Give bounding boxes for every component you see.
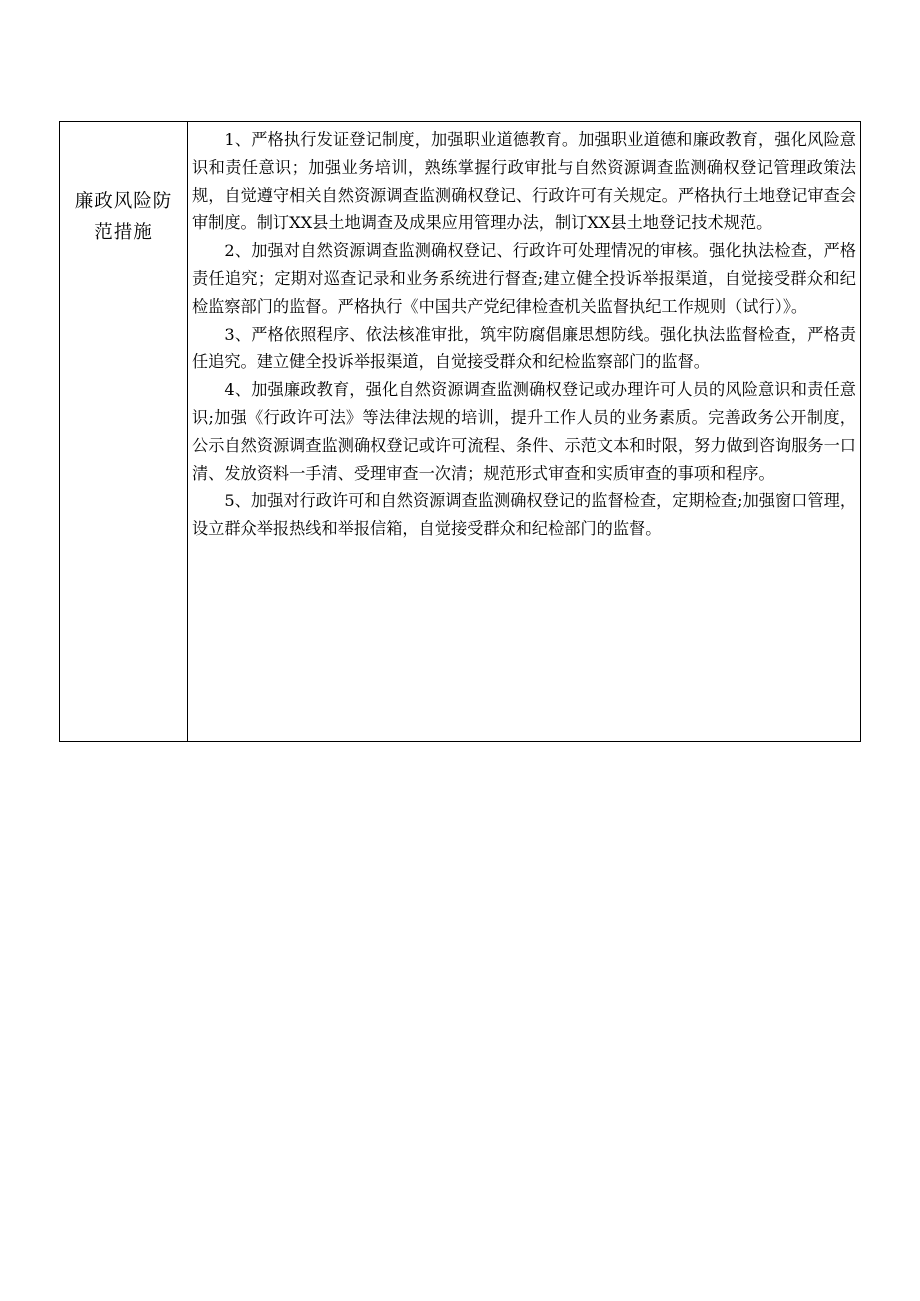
measure-paragraph-5: 5、加强对行政许可和自然资源调查监测确权登记的监督检查，定期检查;加强窗口管理，设立群众举报热线和举报信箱，自觉接受群众和纪检部门的监督。: [192, 491, 856, 539]
measure-paragraph-1: 1、严格执行发证登记制度，加强职业道德教育。加强职业道德和廉政教育，强化风险意识和责任意识；加强业务培训，熟练掌握行政审批与自然资源调查监测确权登记管理政策法规，自觉遵守相关自然资源调查监测确权登记、行政许可有关规定。严格执行土地登记审查会审制度。制订XX县土地调查及成果应用管理办法，制订XX县土地登记技术规范。: [192, 130, 856, 233]
measure-paragraph-2: 2、加强对自然资源调查监测确权登记、行政许可处理情况的审核。强化执法检查，严格责任追究；定期对巡查记录和业务系统进行督查;建立健全投诉举报渠道，自觉接受群众和纪检监察部门的监督。严格执行《中国共产党纪律检查机关监督执纪工作规则（试行）》。: [192, 241, 856, 316]
row-label-cell: [60, 122, 188, 741]
measures-table: [59, 121, 861, 742]
measures-content-cell: [188, 122, 860, 741]
measure-paragraph-4: 4、加强廉政教育，强化自然资源调查监测确权登记或办理许可人员的风险意识和责任意识;加强《行政许可法》等法律法规的培训，提升工作人员的业务素质。完善政务公开制度，公示自然资源调查监测确权登记或许可流程、条件、示范文本和时限，努力做到咨询服务一口清、发放资料一手清、受理审查一次清；规范形式审查和实质审查的事项和程序。: [192, 380, 856, 483]
row-label: 廉政风险防范措施: [74, 191, 173, 243]
measure-paragraph-3: 3、严格依照程序、依法核准审批，筑牢防腐倡廉思想防线。强化执法监督检查，严格责任追究。建立健全投诉举报渠道，自觉接受群众和纪检监察部门的监督。: [192, 324, 856, 372]
